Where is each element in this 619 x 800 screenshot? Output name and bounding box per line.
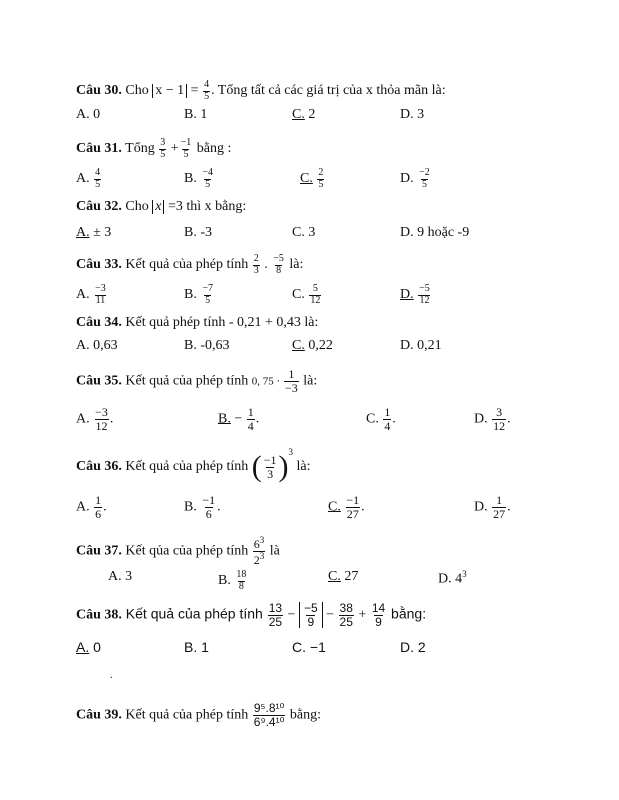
question-label: Câu 35. bbox=[76, 373, 122, 389]
option-a: A. $\frac{-3}{11}$ bbox=[76, 283, 106, 306]
option-d: D. $\frac{1}{27}$ . bbox=[474, 493, 511, 521]
option-b: B. 1 bbox=[184, 107, 208, 122]
question-label: Câu 30. bbox=[76, 83, 122, 99]
question-label: Câu 33. bbox=[76, 257, 122, 273]
question-label: Câu 39. bbox=[76, 707, 122, 723]
option-c: C. 27 bbox=[328, 569, 359, 584]
option-b: B. $\frac{-4}{5}$ bbox=[184, 167, 213, 190]
option-b: B. -0,63 bbox=[184, 338, 230, 353]
option-a: A. 0 bbox=[76, 639, 101, 655]
option-d: D. $\frac{-5}{12}$ bbox=[400, 283, 430, 306]
question-label: Câu 37. bbox=[76, 543, 122, 559]
option-d: D. 3 bbox=[400, 107, 425, 122]
option-d: D. 0,21 bbox=[400, 338, 442, 353]
stray-dot: . bbox=[110, 670, 113, 681]
option-c: C. −1 bbox=[292, 639, 326, 655]
option-d: D. $\frac{-2}{5}$ bbox=[400, 167, 430, 190]
question-36: Câu 36. Kết quả của phép tính ( $\frac{-1}{3}$ ) $^3$ là: bbox=[76, 446, 311, 483]
question-37: Câu 37. Kết qủa của phép tính $\frac{6^3}{2^3}$ là bbox=[76, 535, 280, 567]
option-b: B. − $\frac{1}{4}$ . bbox=[218, 405, 260, 433]
option-a: A. $\frac{-3}{12}$ . bbox=[76, 405, 114, 433]
option-c: C. $\frac{1}{4}$ . bbox=[366, 405, 396, 433]
option-c: C. 0,22 bbox=[292, 338, 333, 353]
option-a: A. 0 bbox=[76, 107, 101, 122]
question-39: Câu 39. Kết quả của phép tính $\frac{\text{9⁵.8¹⁰}}{\text{6⁹.4¹⁰}}$ bằng: bbox=[76, 701, 322, 729]
question-38: Câu 38. Kết quả của phép tính $\frac{13}{25}$ − $\frac{-5}{9}$ − $\frac{38}{25}$ + $\frac{14}{9}$ bằng: bbox=[76, 601, 427, 629]
option-b: B. $\frac{18}{8}$ bbox=[218, 569, 247, 592]
abs-expression: x − 1 bbox=[152, 84, 187, 98]
option-b: B. $\frac{-7}{5}$ bbox=[184, 283, 213, 306]
question-label: Câu 34. bbox=[76, 315, 122, 330]
question-label: Câu 31. bbox=[76, 141, 122, 157]
option-c: C. 3 bbox=[292, 225, 316, 240]
option-d: D. $4^3$ bbox=[438, 569, 467, 587]
option-a: A. 3 bbox=[108, 569, 133, 584]
option-d: D. 9 hoặc -9 bbox=[400, 225, 470, 240]
question-33: Câu 33. Kết quả của phép tính $\frac{2}{3}$ . $\frac{-5}{8}$ là: bbox=[76, 253, 304, 276]
option-c: C. $\frac{2}{5}$ bbox=[300, 167, 324, 190]
question-31: Câu 31. Tổng $\frac{3}{5}$ + $\frac{-1}{5}$ bằng : bbox=[76, 137, 232, 160]
option-a: A. $\frac{4}{5}$ bbox=[76, 167, 101, 190]
option-b: B. -3 bbox=[184, 225, 212, 240]
option-b: B. 1 bbox=[184, 639, 209, 655]
option-a: A. ± 3 bbox=[76, 225, 112, 240]
question-30: Câu 30. Cho x − 1 = $\frac{4}{5}$ . Tổng tất cả các giá trị của x thỏa mãn là: bbox=[76, 79, 446, 102]
question-35: Câu 35. Kết quả của phép tính 0, 75 · $\frac{1}{-3}$ là: bbox=[76, 367, 318, 395]
question-label: Câu 36. bbox=[76, 459, 122, 475]
fraction: $\frac{4}{5}$ bbox=[204, 79, 210, 102]
question-label: Câu 38. bbox=[76, 607, 122, 623]
option-c: C. 2 bbox=[292, 107, 316, 122]
option-d: D. 2 bbox=[400, 639, 426, 655]
question-32: Câu 32. Cho x =3 thì x bằng: bbox=[76, 199, 247, 215]
option-b: B. $\frac{-1}{6}$ . bbox=[184, 493, 221, 521]
option-a: A. 0,63 bbox=[76, 338, 118, 353]
option-d: D. $\frac{3}{12}$ . bbox=[474, 405, 511, 433]
option-c: C. $\frac{-1}{27}$ . bbox=[328, 493, 365, 521]
option-a: A. $\frac{1}{6}$ . bbox=[76, 493, 107, 521]
option-c: C. $\frac{5}{12}$ bbox=[292, 283, 321, 306]
question-label: Câu 32. bbox=[76, 199, 122, 215]
question-34: Câu 34. Kết quả phép tính - 0,21 + 0,43 là: bbox=[76, 315, 319, 330]
